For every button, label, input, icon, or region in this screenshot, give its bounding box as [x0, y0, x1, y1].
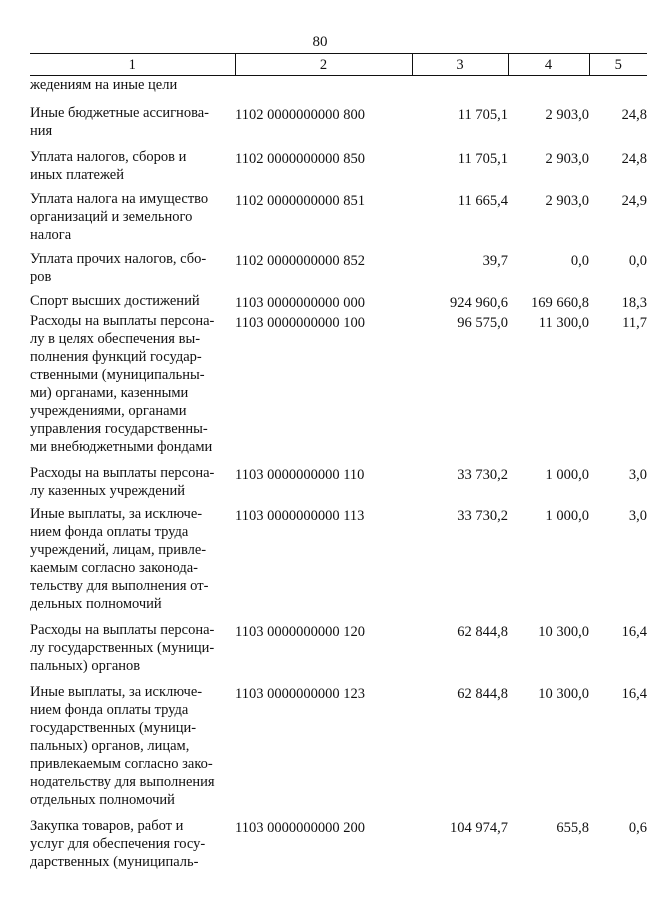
percent-col-5: 3,0 [628, 467, 647, 483]
item-name-line: ми внебюджетными фондами [30, 439, 213, 455]
item-name [30, 505, 235, 621]
table-row [30, 76, 647, 105]
value-col-4: 2 903,0 [545, 151, 589, 167]
budget-code-cell [235, 250, 412, 292]
column-header-2: 2 [235, 54, 412, 76]
table-row [30, 148, 647, 190]
percent-col-5-cell [589, 312, 647, 464]
value-col-4: 10 300,0 [538, 624, 589, 640]
value-col-3: 11 705,1 [457, 107, 508, 123]
budget-code: 1102 0000000000 850 [235, 151, 365, 167]
value-col-4-cell [508, 148, 589, 190]
value-col-4: 0,0 [570, 253, 589, 269]
value-col-4-cell [508, 250, 589, 292]
percent-col-5-cell [589, 621, 647, 683]
value-col-3-cell [412, 464, 508, 505]
percent-col-5-cell [589, 464, 647, 505]
percent-col-5-cell [589, 683, 647, 817]
percent-col-5: 0,0 [628, 253, 647, 269]
value-col-4: 655,8 [556, 820, 589, 836]
table-row [30, 505, 647, 621]
item-name-line: ственными (муниципальны- [30, 367, 205, 383]
item-name-line: Иные бюджетные ассигнова- [30, 105, 209, 121]
value-col-3-cell [412, 148, 508, 190]
item-name [30, 76, 235, 105]
percent-col-5-cell [589, 505, 647, 621]
header-row [30, 54, 647, 76]
value-col-3: 11 705,1 [457, 151, 508, 167]
value-col-3 [412, 76, 508, 78]
percent-col-5: 24,8 [621, 107, 647, 123]
value-col-4-cell [508, 464, 589, 505]
item-name-line: учреждениями, органами [30, 403, 187, 419]
budget-code: 1103 0000000000 200 [235, 820, 365, 836]
item-name-line: иных платежей [30, 167, 124, 183]
item-name-line: ния [30, 123, 53, 139]
value-col-3-cell [412, 505, 508, 621]
value-col-3-cell [412, 250, 508, 292]
item-name-line: дарственных (муниципаль- [30, 854, 199, 870]
value-col-4-cell [508, 621, 589, 683]
column-header-5: 5 [589, 54, 647, 76]
budget-code: 1102 0000000000 852 [235, 253, 365, 269]
item-name-line: лу казенных учреждений [30, 483, 186, 499]
budget-code: 1102 0000000000 800 [235, 107, 365, 123]
value-col-3: 104 974,7 [450, 820, 508, 836]
percent-col-5-cell [589, 292, 647, 312]
item-name-line: пальных) органов [30, 658, 141, 674]
percent-col-5-cell [589, 104, 647, 148]
value-col-4: 169 660,8 [531, 295, 589, 311]
table-row [30, 312, 647, 464]
value-col-3: 96 575,0 [457, 315, 508, 331]
percent-col-5-cell [589, 76, 647, 105]
value-col-4: 2 903,0 [545, 107, 589, 123]
item-name-line: Расходы на выплаты персона- [30, 622, 215, 638]
item-name-line: полнения функций государ- [30, 349, 202, 365]
item-name-line: Расходы на выплаты персона- [30, 313, 215, 329]
value-col-3-cell [412, 312, 508, 464]
table-row [30, 104, 647, 148]
budget-code-cell [235, 312, 412, 464]
percent-col-5: 24,8 [621, 151, 647, 167]
value-col-4-cell [508, 292, 589, 312]
percent-col-5: 16,4 [621, 686, 647, 702]
value-col-4: 10 300,0 [538, 686, 589, 702]
item-name [30, 104, 235, 148]
column-header-1: 1 [30, 54, 235, 76]
budget-code-cell [235, 190, 412, 250]
budget-code [235, 76, 412, 78]
value-col-4: 1 000,0 [545, 467, 589, 483]
item-name-line: лу государственных (муници- [30, 640, 215, 656]
budget-code-cell [235, 464, 412, 505]
value-col-4-cell [508, 683, 589, 817]
value-col-4-cell [508, 76, 589, 105]
table-body [30, 76, 647, 872]
item-name-line: Закупка товаров, работ и [30, 818, 184, 834]
table-row [30, 190, 647, 250]
value-col-4: 2 903,0 [545, 193, 589, 209]
value-col-3-cell [412, 621, 508, 683]
budget-code-cell [235, 817, 412, 871]
item-name-line: Спорт высших достижений [30, 293, 200, 309]
value-col-3-cell [412, 190, 508, 250]
table-row [30, 683, 647, 817]
item-name-line: привлекаемым согласно зако- [30, 756, 213, 772]
item-name-line: Расходы на выплаты персона- [30, 465, 215, 481]
item-name-line: Уплата налога на имущество [30, 191, 209, 207]
budget-code: 1103 0000000000 100 [235, 315, 365, 331]
item-name-line: нодательству для выполнения [30, 774, 215, 790]
item-name [30, 312, 235, 464]
item-name-line: Иные выплаты, за исключе- [30, 684, 203, 700]
budget-code: 1102 0000000000 851 [235, 193, 365, 209]
percent-col-5: 24,9 [621, 193, 647, 209]
item-name-line: ров [30, 269, 52, 285]
budget-code-cell [235, 104, 412, 148]
column-header-4: 4 [508, 54, 589, 76]
value-col-3: 11 665,4 [457, 193, 508, 209]
table-row [30, 292, 647, 312]
percent-col-5: 11,7 [622, 315, 647, 331]
item-name [30, 148, 235, 190]
item-name [30, 190, 235, 250]
percent-col-5: 0,6 [628, 820, 647, 836]
budget-code-cell [235, 292, 412, 312]
value-col-3: 62 844,8 [457, 624, 508, 640]
budget-code: 1103 0000000000 110 [235, 467, 365, 483]
value-col-4-cell [508, 505, 589, 621]
item-name [30, 292, 235, 312]
value-col-4-cell [508, 190, 589, 250]
value-col-3: 39,7 [482, 253, 508, 269]
item-name-line: отдельных полномочий [30, 792, 175, 808]
value-col-3: 62 844,8 [457, 686, 508, 702]
item-name-line: тельству для выполнения от- [30, 578, 209, 594]
percent-col-5: 16,4 [621, 624, 647, 640]
item-name-line: лу в целях обеспечения вы- [30, 331, 201, 347]
budget-code: 1103 0000000000 120 [235, 624, 365, 640]
item-name-line: налога [30, 227, 72, 243]
percent-col-5: 18,3 [621, 295, 647, 311]
percent-col-5-cell [589, 250, 647, 292]
item-name-line: государственных (муници- [30, 720, 197, 736]
budget-code-cell [235, 76, 412, 105]
budget-code-cell [235, 148, 412, 190]
value-col-4 [508, 76, 589, 78]
budget-code: 1103 0000000000 123 [235, 686, 365, 702]
budget-table [30, 53, 647, 871]
value-col-4: 1 000,0 [545, 508, 589, 524]
value-col-3: 33 730,2 [457, 467, 508, 483]
item-name-line: нием фонда оплаты труда [30, 524, 189, 540]
budget-code-cell [235, 683, 412, 817]
value-col-4: 11 300,0 [538, 315, 589, 331]
item-name-line: организаций и земельного [30, 209, 193, 225]
budget-code-cell [235, 621, 412, 683]
item-name-line: Иные выплаты, за исключе- [30, 506, 203, 522]
page-number: 80 [312, 34, 328, 50]
item-name-line: нием фонда оплаты труда [30, 702, 189, 718]
item-name-line: жедениям на иные цели [30, 77, 178, 93]
item-name-line: услуг для обеспечения госу- [30, 836, 206, 852]
item-name-line: Уплата налогов, сборов и [30, 149, 187, 165]
item-name [30, 817, 235, 871]
value-col-3: 33 730,2 [457, 508, 508, 524]
item-name [30, 464, 235, 505]
item-name-line: учреждений, лицам, привле- [30, 542, 207, 558]
percent-col-5: 3,0 [628, 508, 647, 524]
item-name-line: управления государственны- [30, 421, 208, 437]
budget-code: 1103 0000000000 000 [235, 295, 365, 311]
budget-code-cell [235, 505, 412, 621]
value-col-3-cell [412, 817, 508, 871]
column-header-3: 3 [412, 54, 508, 76]
item-name [30, 621, 235, 683]
percent-col-5-cell [589, 190, 647, 250]
table-row [30, 464, 647, 505]
item-name-line: Уплата прочих налогов, сбо- [30, 251, 207, 267]
item-name [30, 683, 235, 817]
percent-col-5-cell [589, 817, 647, 871]
value-col-3: 924 960,6 [450, 295, 508, 311]
value-col-3-cell [412, 683, 508, 817]
value-col-4-cell [508, 104, 589, 148]
value-col-4-cell [508, 312, 589, 464]
item-name-line: дельных полномочий [30, 596, 162, 612]
item-name-line: пальных) органов, лицам, [30, 738, 190, 754]
percent-col-5 [589, 76, 647, 78]
table-row [30, 621, 647, 683]
table-row [30, 250, 647, 292]
budget-code: 1103 0000000000 113 [235, 508, 365, 524]
percent-col-5-cell [589, 148, 647, 190]
value-col-3-cell [412, 76, 508, 105]
item-name-line: каемым согласно законода- [30, 560, 199, 576]
item-name-line: ми) органами, казенными [30, 385, 189, 401]
value-col-3-cell [412, 104, 508, 148]
value-col-4-cell [508, 817, 589, 871]
value-col-3-cell [412, 292, 508, 312]
table-row [30, 817, 647, 871]
item-name [30, 250, 235, 292]
